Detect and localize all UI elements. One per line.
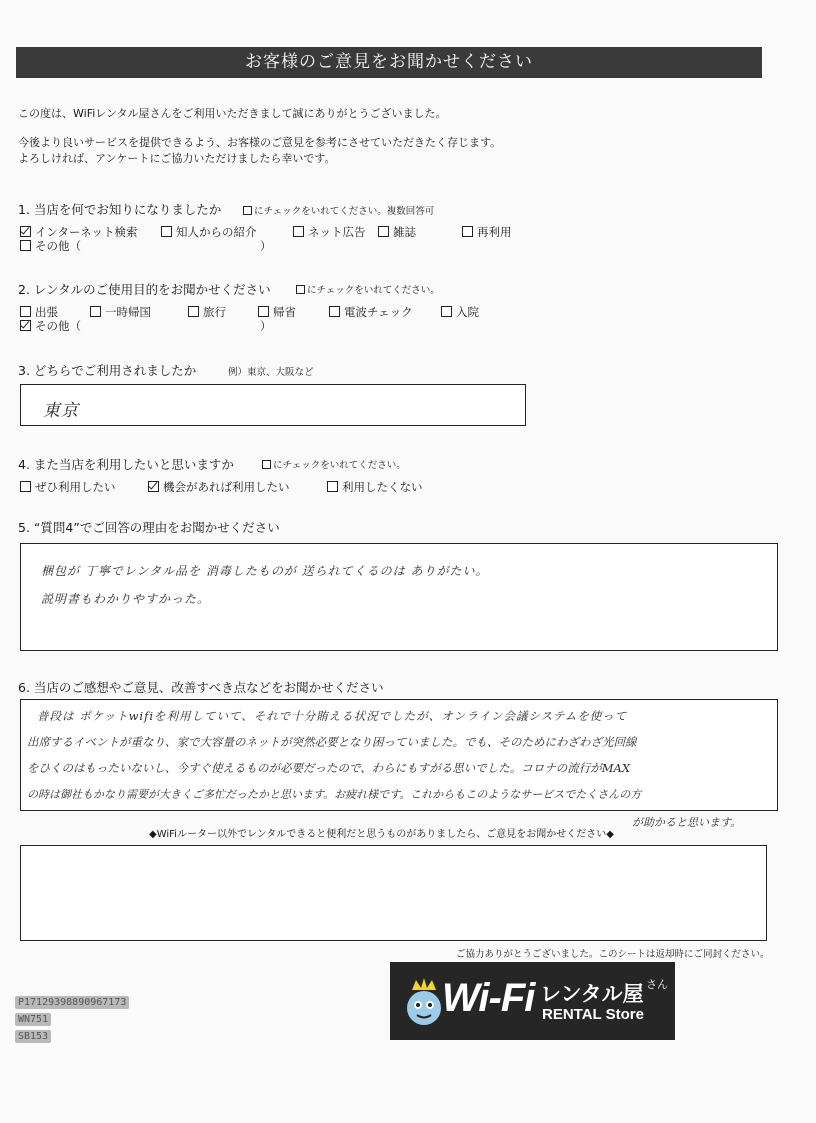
q4-option-no[interactable]: 利用したくない <box>327 479 423 495</box>
checkbox-checked[interactable] <box>148 481 159 492</box>
question-4-title: 4. また当店を利用したいと思いますか <box>18 457 234 472</box>
checkbox-checked[interactable] <box>20 226 31 237</box>
q2-other-close: ） <box>260 319 272 333</box>
checkbox-icon <box>243 206 252 215</box>
intro-line-3: よろしければ、アンケートにご協力いただけましたら幸いです。 <box>18 152 336 165</box>
question-3-example: 例）東京、大阪など <box>228 367 314 378</box>
q2-option-other[interactable]: その他（ <box>20 318 81 334</box>
checkbox[interactable] <box>329 306 340 317</box>
q1-option-other[interactable]: その他（ <box>20 238 81 254</box>
checkbox[interactable] <box>188 306 199 317</box>
intro-line-2: 今後より良いサービスを提供できるよう、お客様のご意見を参考にさせていただきたく存じます。 <box>18 136 502 149</box>
q1-option-reuse[interactable]: 再利用 <box>462 224 512 240</box>
feedback-answer-line-5: が助かると思います。 <box>632 816 742 829</box>
brand-wifi: Wi-Fi <box>442 976 535 1020</box>
tracking-stamp: P17129398890967173 <box>15 996 129 1009</box>
checkbox[interactable] <box>327 481 338 492</box>
feedback-answer-box[interactable] <box>20 699 778 811</box>
q1-option-magazine[interactable]: 雑誌 <box>378 224 416 240</box>
brand-logo <box>390 962 675 1040</box>
brand-san: さん <box>646 978 668 991</box>
q1-option-net-ad[interactable]: ネット広告 <box>293 224 366 240</box>
q2-option-business-trip[interactable]: 出張 <box>20 304 58 320</box>
checkbox[interactable] <box>90 306 101 317</box>
question-1-title: 1. 当店を何でお知りになりましたか <box>18 202 222 217</box>
checkbox-checked[interactable] <box>20 320 31 331</box>
checkbox[interactable] <box>20 240 31 251</box>
device-code-stamp: WN751 <box>15 1013 51 1026</box>
question-3-title: 3. どちらでご利用されましたか <box>18 363 197 378</box>
feedback-answer-line-2: 出席するイベントが重なり、家で大容量のネットが突然必要となり困っていました。でも、そのためにわざわざ光回線 <box>27 735 637 749</box>
checkbox[interactable] <box>462 226 473 237</box>
location-answer: 東京 <box>43 401 79 421</box>
mascot-icon <box>404 976 444 1028</box>
q2-option-travel[interactable]: 旅行 <box>188 304 226 320</box>
question-6-title: 6. 当店のご感想やご意見、改善すべき点などをお聞かせください <box>18 680 384 695</box>
question-4-note: にチェックをいれてください。 <box>262 457 406 471</box>
q1-option-internet-search[interactable]: インターネット検索 <box>20 224 137 240</box>
question-2-title: 2. レンタルのご使用目的をお聞かせください <box>18 282 271 297</box>
intro-line-1: この度は、WiFiレンタル屋さんをご利用いただきまして誠にありがとうございました。 <box>18 107 447 120</box>
rental-suggestion-box[interactable] <box>20 845 767 941</box>
reason-answer-line-2: 説明書もわかりやすかった。 <box>41 592 211 606</box>
q2-option-hospital[interactable]: 入院 <box>441 304 479 320</box>
return-instruction: ご協力ありがとうございました。このシートは返却時にご同封ください。 <box>456 949 770 960</box>
location-answer-box[interactable] <box>20 384 526 426</box>
checkbox[interactable] <box>378 226 389 237</box>
checkbox[interactable] <box>161 226 172 237</box>
question-1-note: にチェックをいれてください。複数回答可 <box>243 203 434 217</box>
rental-suggestion-prompt: ◆WiFiルーター以外でレンタルできると便利だと思うものがありましたら、ご意見をお聞かせください◆ <box>149 829 614 840</box>
device-code-stamp-2: SB153 <box>15 1030 51 1043</box>
feedback-answer-line-1: 普段は ポケットwifiを利用していて、それで十分賄える状況でしたが、オンライン会議システムを使って <box>37 709 628 723</box>
brand-jp: レンタル屋 <box>540 982 644 1006</box>
checkbox[interactable] <box>20 481 31 492</box>
q4-option-if-chance[interactable]: 機会があれば利用したい <box>148 479 290 495</box>
checkbox[interactable] <box>441 306 452 317</box>
reason-answer-box[interactable] <box>20 543 778 651</box>
feedback-answer-line-4: の時は御社もかなり需要が大きくご多忙だったかと思います。お疲れ様です。これからもこのようなサービスでたくさんの方 <box>27 788 642 801</box>
reason-answer-line-1: 梱包が 丁寧でレンタル品を 消毒したものが 送られてくるのは ありがたい。 <box>41 564 489 578</box>
q1-option-referral[interactable]: 知人からの紹介 <box>161 224 257 240</box>
checkbox[interactable] <box>20 306 31 317</box>
q2-option-temporary-return[interactable]: 一時帰国 <box>90 304 151 320</box>
checkbox-icon <box>296 285 305 294</box>
feedback-answer-line-3: をひくのはもったいないし、今すぐ使えるものが必要だったので、わらにもすがる思いでした。コロナの流行がMAX <box>27 761 631 775</box>
q2-option-homecoming[interactable]: 帰省 <box>258 304 296 320</box>
checkbox-icon <box>262 460 271 469</box>
checkbox[interactable] <box>293 226 304 237</box>
survey-title: お客様のご意見をお聞かせください <box>16 47 762 78</box>
checkbox[interactable] <box>258 306 269 317</box>
brand-en: RENTAL Store <box>542 1006 644 1023</box>
question-5-title: 5. “質問4”でご回答の理由をお聞かせください <box>18 520 280 535</box>
q4-option-definitely[interactable]: ぜひ利用したい <box>20 479 116 495</box>
q1-other-close: ） <box>260 239 272 253</box>
question-2-note: にチェックをいれてください。 <box>296 282 440 296</box>
q2-option-signal-check[interactable]: 電波チェック <box>329 304 413 320</box>
